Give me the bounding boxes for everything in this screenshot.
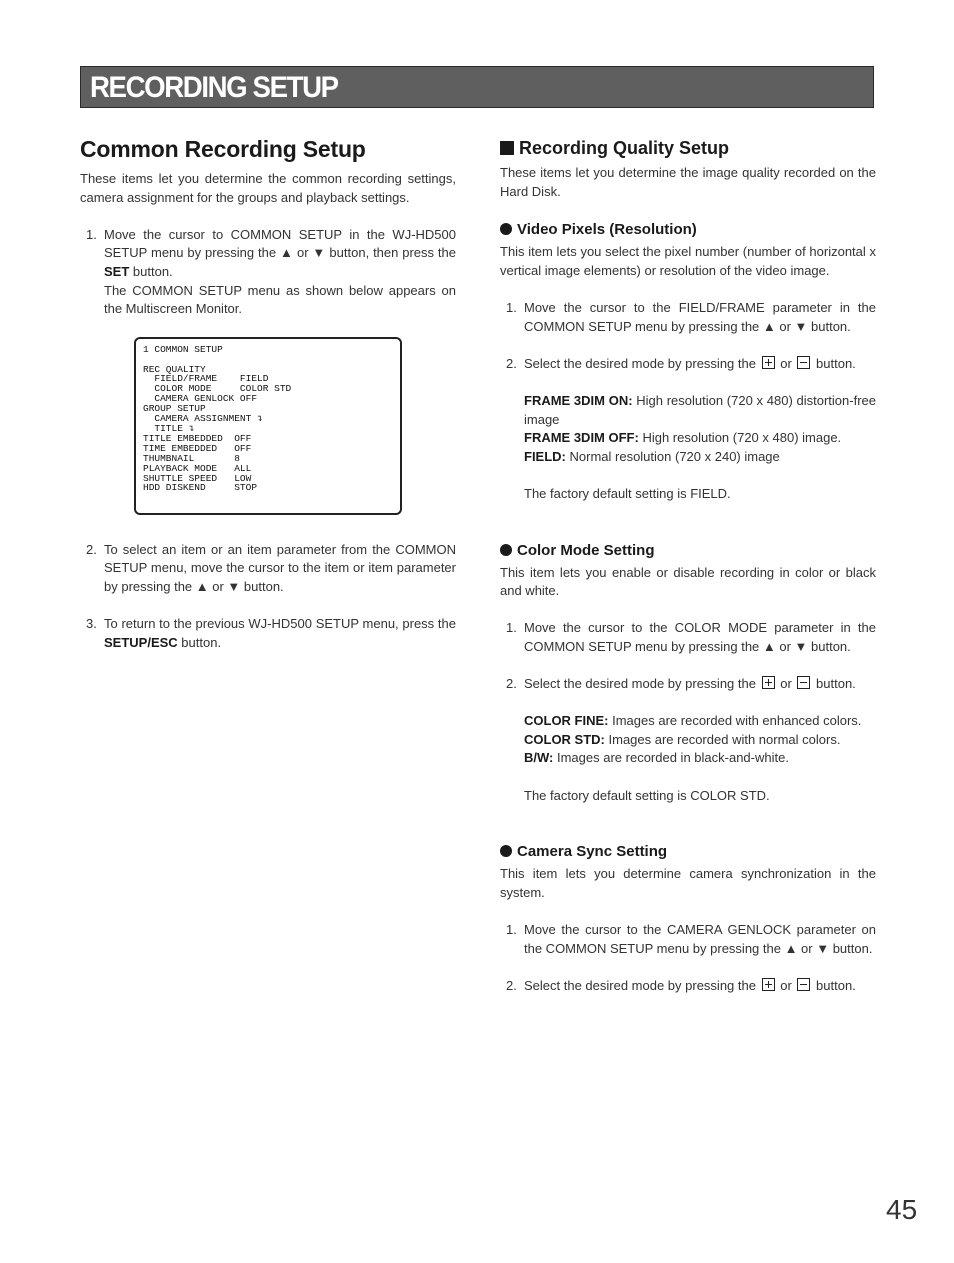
common-steps-list-cont: [80, 541, 456, 653]
menu-line: HDD DISKEND STOP: [143, 482, 258, 494]
menu-line: TIME EMBEDDED OFF: [143, 442, 252, 454]
step-text: Move the cursor to the COLOR MODE parameter in the COMMON SETUP menu by pressing the ▲ or ▼ button.: [524, 620, 876, 654]
step-number: 1.: [506, 299, 517, 315]
option-label: COLOR STD:: [524, 731, 605, 747]
left-column: [80, 134, 456, 652]
option-text: Images are recorded with enhanced colors.: [608, 713, 862, 729]
common-setup-menu-screen: [134, 337, 402, 515]
option-text: High resolution (720 x 480) image.: [638, 430, 842, 446]
list-item: [500, 299, 876, 336]
menu-line: FIELD/FRAME FIELD: [143, 373, 269, 385]
set-button-label: SET: [104, 263, 130, 279]
heading-text: Recording Quality Setup: [519, 138, 730, 158]
step-text: Move the cursor to the FIELD/FRAME parameter in the COMMON SETUP menu by pressing the ▲ or ▼ button.: [524, 299, 876, 334]
option-label: COLOR FINE:: [524, 713, 609, 729]
option-frame-3dim-on: [524, 392, 876, 429]
factory-default-note: The factory default setting is COLOR STD.: [524, 787, 770, 803]
menu-line: TITLE ↴: [143, 422, 195, 434]
list-item: [500, 921, 876, 958]
video-pixels-intro: This item lets you select the pixel number (number of horizontal x vertical image elements) or resolution of the video image.: [500, 244, 876, 278]
list-item: [80, 615, 456, 652]
plus-key-icon: [762, 978, 775, 991]
setup-esc-button-label: SETUP/ESC: [104, 634, 178, 650]
section-banner: [80, 66, 874, 108]
step-text: Move the cursor to the CAMERA GENLOCK parameter on the COMMON SETUP menu by pressing the ▲ or ▼ button.: [524, 922, 876, 956]
step-number: 2.: [506, 355, 517, 371]
list-item: [500, 675, 876, 694]
step-text: Select the desired mode by pressing the: [524, 977, 756, 993]
step-text: Move the cursor to COMMON SETUP in the WJ-HD500 SETUP menu by pressing the ▲ or ▼ button, then press the: [104, 226, 456, 261]
step-number: 3.: [86, 616, 97, 632]
heading-text: Color Mode Setting: [517, 541, 655, 559]
video-options: [500, 392, 876, 504]
menu-line: GROUP SETUP: [143, 403, 206, 415]
color-steps-list: [500, 619, 876, 693]
step-text: button.: [177, 634, 222, 650]
list-item: [80, 226, 456, 319]
color-options: [500, 712, 876, 805]
option-label: B/W:: [524, 750, 554, 766]
menu-line: CAMERA ASSIGNMENT ↴: [143, 413, 263, 425]
step-number: 2.: [506, 977, 517, 993]
circle-bullet-icon: [500, 223, 512, 235]
video-steps-list: [500, 299, 876, 373]
step-text: or: [780, 977, 792, 993]
menu-line: THUMBNAIL 8: [143, 452, 240, 464]
option-color-std: [524, 731, 876, 750]
menu-line: REC QUALITY: [143, 363, 206, 375]
option-label: FRAME 3DIM OFF:: [524, 430, 639, 446]
common-recording-intro: These items let you determine the common recording settings, camera assignment for the groups and playback settings.: [80, 171, 456, 205]
factory-default-note: The factory default setting is FIELD.: [524, 485, 731, 501]
color-mode-intro: This item lets you enable or disable recording in color or black and white.: [500, 564, 876, 599]
step-text: button.: [816, 977, 856, 993]
option-label: FIELD:: [524, 448, 566, 464]
heading-text: Camera Sync Setting: [517, 843, 668, 861]
common-steps-list: [80, 226, 456, 319]
plus-key-icon: [762, 356, 775, 369]
minus-key-icon: [797, 978, 810, 991]
step-text: Select the desired mode by pressing the: [524, 676, 756, 692]
heading-text: Video Pixels (Resolution): [517, 221, 697, 239]
option-color-fine: [524, 712, 876, 731]
menu-line: COLOR MODE COLOR STD: [143, 383, 292, 395]
option-text: Images are recorded with normal colors.: [604, 731, 841, 747]
step-number: 1.: [506, 922, 517, 937]
step-number: 2.: [86, 541, 97, 557]
option-text: Normal resolution (720 x 240) image: [565, 448, 780, 464]
common-recording-heading: Common Recording Setup: [80, 136, 366, 162]
option-bw: [524, 749, 876, 768]
camera-sync-heading: [500, 841, 876, 863]
option-frame-3dim-off: [524, 429, 876, 448]
menu-line: PLAYBACK MODE ALL: [143, 462, 252, 474]
step-text: To return to the previous WJ-HD500 SETUP menu, press the: [104, 616, 456, 632]
option-label: FRAME 3DIM ON:: [524, 392, 633, 408]
page-number: 45: [886, 1194, 918, 1225]
menu-line: CAMERA GENLOCK OFF: [143, 393, 258, 405]
option-field: [524, 448, 876, 467]
recording-quality-intro: These items let you determine the image quality recorded on the Hard Disk.: [500, 165, 876, 199]
list-item: [500, 619, 876, 656]
square-bullet-icon: [500, 141, 514, 155]
list-item: [500, 977, 876, 996]
camera-sync-intro: This item lets you determine camera synchronization in the system.: [500, 866, 876, 900]
step-number: 1.: [86, 226, 97, 242]
step-number: 1.: [506, 620, 517, 636]
step-text: button.: [816, 355, 856, 371]
list-item: [500, 355, 876, 374]
list-item: [80, 541, 456, 597]
minus-key-icon: [797, 356, 810, 369]
step-text: or: [780, 676, 792, 692]
option-text: High resolution (720 x 480) distortion-free image: [524, 392, 876, 427]
step-text: or: [780, 355, 792, 371]
menu-line: 1 COMMON SETUP: [143, 343, 223, 355]
plus-key-icon: [762, 676, 775, 689]
sync-steps-list: [500, 921, 876, 995]
circle-bullet-icon: [500, 845, 512, 857]
menu-line: SHUTTLE SPEED LOW: [143, 472, 252, 484]
menu-line: TITLE EMBEDDED OFF: [143, 432, 252, 444]
option-text: Images are recorded in black-and-white.: [553, 750, 789, 766]
recording-quality-heading: [500, 134, 876, 162]
step-text: To select an item or an item parameter from the COMMON SETUP menu, move the cursor to the item or item parameter by pressing the ▲ or ▼ button.: [104, 541, 456, 594]
step-text: Select the desired mode by pressing the: [524, 355, 756, 371]
step-text: button.: [816, 676, 856, 692]
minus-key-icon: [797, 676, 810, 689]
right-column: [500, 134, 876, 995]
color-mode-heading: [500, 540, 876, 562]
circle-bullet-icon: [500, 544, 512, 556]
step-text: button.: [129, 263, 173, 279]
step-note: The COMMON SETUP menu as shown below appears on the Multiscreen Monitor.: [104, 282, 456, 317]
video-pixels-heading: [500, 219, 876, 241]
section-title: RECORDING SETUP: [90, 71, 338, 104]
step-number: 2.: [506, 676, 517, 692]
